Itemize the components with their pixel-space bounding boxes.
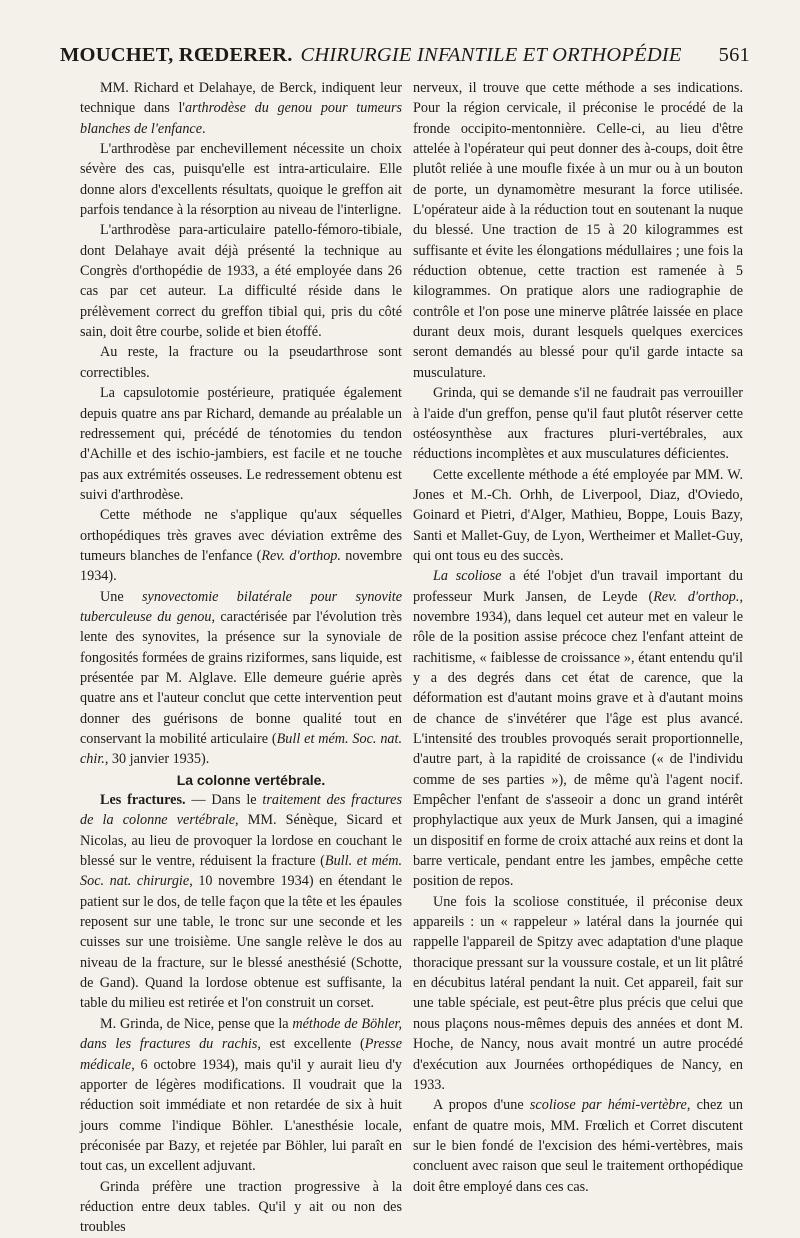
paragraph-grinda-bohler: M. Grinda, de Nice, pense que la méthode de Böhler, dans les fractures du rachis, est excellente (Presse médicale, 6 octobre 1934), mais qu'il y aurait lieu d'y apporter de légères modifications. Il voudrait que la réduction soit immédiate et non retardée de six à huit jours comme l'indique Böhler. L'anesthésie locale, préconisée par Bazy, et rejetée par Böhler, lui paraît en tout cas, un excellent adjuvant. — [80, 1015, 403, 1175]
left-column — [80, 78, 402, 1238]
page-number: 561 — [718, 44, 750, 66]
paragraph-methode-employee: Cette excellente méthode a été employée par MM. W. Jones et M.-Ch. Orhh, de Liverpool, Diaz, d'Oviedo, Goinard et Pietri, d'Alger, Mathieu, Boppe, Louis Bazy, Santi et Mallet-Guy, de Lyon, Wertheimer et Mallet-Guy, qui ont tous eu des succès. — [413, 466, 743, 564]
paragraph-hemi-vertebre: A propos d'une scoliose par hémi-vertèbre, chez un enfant de quatre mois, MM. Frœlich et Corret discutent sur le bien fondé de l'excision des hémi-vertèbres, mais concluent avec raison que seul le traitement orthopédique doit être employé dans ces cas. — [413, 1097, 743, 1195]
paragraph-capsulotomie: La capsulotomie postérieure, pratiquée également depuis quatre ans par Richard, demande au préalable un redressement qui, précédé de ténotomies du tendon d'Achille et des ischio-jambiers, est facile et ne touche pas aux extrémités osseuses. Le redressement obtenu est suivi d'arthrodèse. — [80, 385, 402, 503]
running-header — [60, 44, 750, 67]
paragraph-appareils: Une fois la scoliose constituée, il préconise deux appareils : un « rappeleur » latéral dans la journée qui rappelle l'appareil de Spitzy avec adaptation d'une plaque thoracique pressant sur la voussure costale, et un lit plâtré en décubitus latéral pendant la nuit. Cet appareil, fait sur une table spéciale, est peut-être plus précis que celui que nous plaçons nous-mêmes depuis des années et dont M. Hoche, de Nancy, nous avait montré un autre procédé d'exécution aux Journées orthopédiques de Nancy, en 1933. — [413, 893, 743, 1093]
header-authors: MOUCHET, RŒDERER. — [60, 44, 293, 66]
paragraph-scoliose-jansen: La scoliose a été l'objet d'un travail important du professeur Murk Jansen, de Leyde (Rev. d'orthop., novembre 1934), dans lequel cet auteur met en valeur le rôle de la position assise précoce chez l'enfant atteint de rachitisme, « faiblesse de croissance », étant entendu qu'il y a des degrés dans cet état de carence, que la déformation est d'autant moins grave et à d'autant moins de chance de s'invétérer que l'âge est plus avancé. L'intensité des troubles provoqués serait proportionnelle, d'autre part, à la rapidité de croissance (« de l'individu comme de ses parties »), de même qu'à l'agent nocif. Empêcher l'enfant de s'asseoir a donc un grand intérêt prophylactique aux yeux de Murk Jansen, qui a imaginé un dispositif en forme de croix attaché aux reins et dont la barre verticale, pendant entre les jambes, empêche cette position de repos. — [413, 568, 743, 890]
paragraph-arthrodese-genou: MM. Richard et Delahaye, de Berck, indiquent leur technique dans l'arthrodèse du genou pour tumeurs blanches de l'enfance. — [80, 80, 403, 137]
paragraph-grinda-traction: Grinda préfère une traction progressive à la réduction entre deux tables. Qu'il y ait ou non des troubles — [80, 1178, 402, 1236]
section-heading: La colonne vertébrale. — [176, 771, 326, 788]
paragraph-correctibles: Au reste, la fracture ou la pseudarthrose sont correctibles. — [80, 344, 402, 381]
right-column — [413, 78, 743, 1197]
paragraph-sequelles: Cette méthode ne s'applique qu'aux séquelles orthopédiques très graves avec déviation extrême des tumeurs blanches de l'enfance (Rev. d'orthop. novembre 1934). — [80, 507, 402, 585]
paragraph-enchevillement: L'arthrodèse par enchevillement nécessite un choix sévère des cas, puisqu'elle est intra-articulaire. Elle donne alors d'excellents résultats, quoique le greffon ait parfois tendance à la résorption au niveau de l'interligne. — [80, 141, 402, 219]
paragraph-verrouiller: Grinda, qui se demande s'il ne faudrait pas verrouiller à l'aide d'un greffon, pense qu'il faut plutôt réserver cette ostéosynthèse aux fractures pluri-vertébrales, aux réductions incomplètes et aux musculatures déficientes. — [413, 385, 743, 463]
paragraph-fractures: Les fractures. — Dans le traitement des fractures de la colonne vertébrale, MM. Sénèque, Sicard et Nicolas, au lieu de provoquer la lordose en couchant le blessé sur le ventre, réduisent la fracture (Bull. et mém. Soc. nat. chirurgie, 10 novembre 1934) en étendant le patient sur le dos, de telle façon que la tête et les épaules reposent sur une table, le tronc sur une seconde et les cuisses sur une troisième. Une sangle relève le dos au niveau de la fracture, sur le blessé anesthésié (Schotte, de Gand). Quand la lordose obtenue est suffisante, la table du milieu est retirée et l'on construit un corset. — [80, 792, 403, 1012]
paragraph-para-articulaire: L'arthrodèse para-articulaire patello-fémoro-tibiale, dont Delahaye avait déjà présenté la technique au Congrès d'orthopédie de 1933, a été employée dans 26 cas par cet auteur. La difficulté réside dans le prélèvement correct du greffon tibial qui, pris du côté sain, doit être courbe, solide et bien étoffé. — [80, 222, 402, 341]
header-rubric: CHIRURGIE INFANTILE ET ORTHOPÉDIE — [300, 44, 682, 66]
paragraph-synovectomie: Une synovectomie bilatérale pour synovite tuberculeuse du genou, caractérisée par l'évolution très lente des synovites, la présence sur la synoviale de fongosités formées de grains riziformes, sans liquide, est présentée par M. Alglave. Elle demeure guérie après quatre ans et l'auteur conclut que cette intervention peut donner des guérisons de bonne qualité tout en conservant la mobilité articulaire (Bull et mém. Soc. nat. chir., 30 janvier 1935). — [80, 588, 403, 768]
paragraph-cervicale: nerveux, il trouve que cette méthode a ses indications. Pour la région cervicale, il préconise le procédé de la fronde occipito-mentonnière. Celle-ci, au lieu d'être attelée à l'opérateur qui peut donner des à-coups, doit être plutôt reliée à une moufle fixée à un mur ou à un bouton de porte, un dynamomètre mesurant la force utilisée. L'opérateur aide à la réduction tout en soutenant la nuque du blessé. Une traction de 15 à 20 kilogrammes est suffisante et évite les élongations médullaires ; une fois la réduction obtenue, cette traction est ramenée à 5 kilogrammes. On pratique alors une radiographie de contrôle et l'on pose une minerve plâtrée laissée en place durant deux mois, durant lesquels quelques exercices seront demandés au blessé pour qu'il garde intacte sa musculature. — [413, 80, 743, 381]
